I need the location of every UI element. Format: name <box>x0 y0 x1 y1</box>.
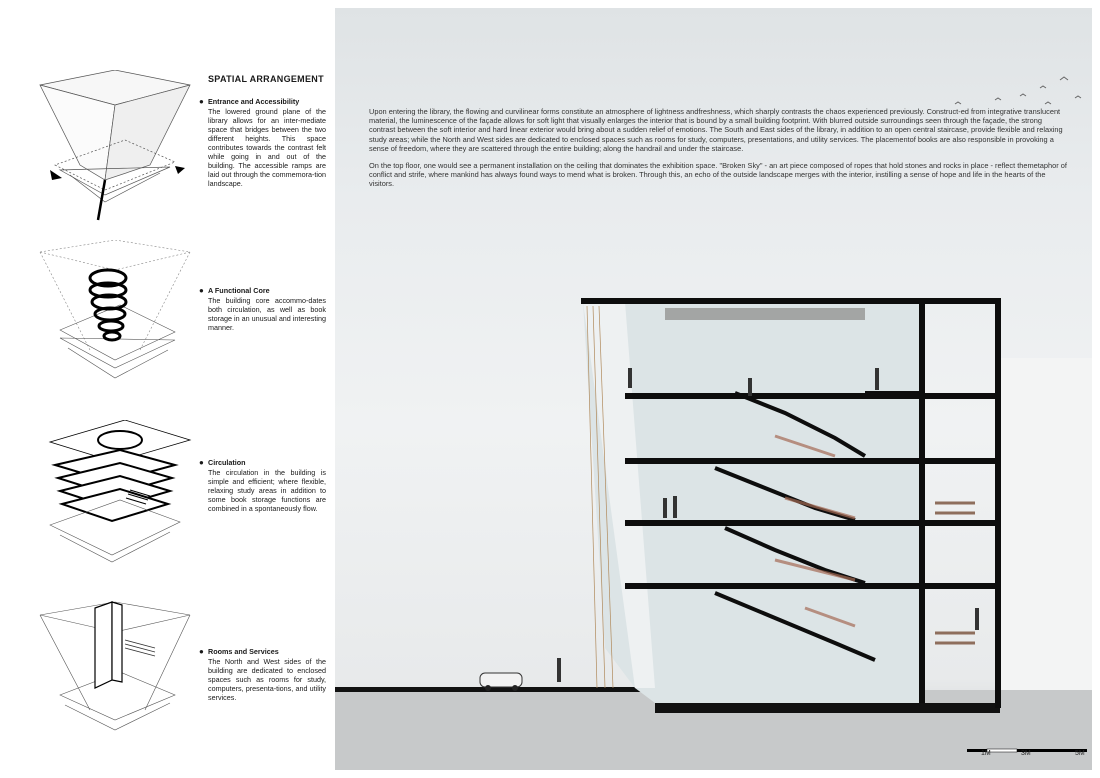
person-figure <box>975 608 979 630</box>
item-rooms-services <box>199 647 326 702</box>
person-figure <box>663 498 667 518</box>
item-body: The North and West sides of the building are dedicated to enclosed spaces such as rooms for study, computers, presenta-tions, and utility services. <box>208 657 326 702</box>
floor-slab <box>625 393 1001 399</box>
scale-bar <box>967 742 1087 758</box>
diagram-circulation <box>30 420 200 570</box>
scale-label: 1M <box>981 750 991 757</box>
diagram-rooms <box>30 600 200 740</box>
item-circulation <box>199 458 326 513</box>
broken-sky-installation <box>665 308 865 320</box>
item-heading: Entrance and Accessibility <box>208 97 300 106</box>
item-heading: Circulation <box>208 458 246 467</box>
item-body: The lowered ground plane of the library allows for an inter-mediate space that bridges between the two different heights. This space contributes towards the contrast felt while going in and out of the building. The accessible ramps are laid out through the commemora-tion landscape. <box>208 107 326 188</box>
diagram-core <box>30 240 200 390</box>
basement-slab <box>655 703 1000 713</box>
building-section <box>335 288 1092 770</box>
bullet-icon: ● <box>199 647 204 656</box>
person-figure <box>673 496 677 518</box>
description-paragraph-1: Upon entering the library, the flowing and curvilinear forms constitute an atmosphere of lightness andfreshness, which sharply contrasts the chaos experienced previously. Construct-ed from integrative translucent material, the luminescence of the façade allows for soft light that visually enlarges the interior that is bound by a small building footprint. With blurred outside surroundings seen through the façade, the strong contrast between the soft interior and hard linear exterior would bring about a sudden relief of emotions. The South and East sides of the library, in addition to an open central staircase, provide flexible and relaxing study areas; while the North and West sides are dedicated to enclosed spaces such as rooms for study, computers, presentations, and utility services. The placementof books are also responsible in provoking a sense of freedom, where they are scattered through the entire building; along the handrail and under the staircase. <box>369 107 1063 153</box>
east-wall <box>995 298 1001 708</box>
person-figure <box>628 368 632 388</box>
person-figure <box>875 368 879 390</box>
description-text <box>369 107 1069 197</box>
diagram-entrance <box>30 70 200 230</box>
person-figure <box>557 658 561 682</box>
bullet-icon: ● <box>199 458 204 467</box>
item-functional-core <box>199 286 326 332</box>
ground-line <box>335 687 655 692</box>
item-body: The circulation in the building is simple and efficient; where flexible, relaxing study areas in addition to some book storage functions are combined in a spontaneously flow. <box>208 468 326 513</box>
floor-slab <box>625 458 1001 464</box>
item-entrance-accessibility <box>199 97 326 188</box>
bullet-icon: ● <box>199 97 204 106</box>
bullet-icon: ● <box>199 286 204 295</box>
section-title: SPATIAL ARRANGEMENT <box>208 74 324 84</box>
roof-slab <box>581 298 1001 304</box>
scale-label: 5M <box>1075 750 1085 757</box>
item-body: The building core accommo-dates both circulation, as well as book storage in an unusual and interesting manner. <box>208 296 326 332</box>
section-render-panel <box>335 8 1092 770</box>
core-wall <box>919 298 925 703</box>
scale-label: 3M <box>1021 750 1031 757</box>
item-heading: A Functional Core <box>208 286 270 295</box>
landing-slab <box>865 391 919 396</box>
floor-slab <box>625 583 1001 589</box>
background-building <box>1000 358 1092 690</box>
description-paragraph-2: On the top floor, one would see a permanent installation on the ceiling that dominates the exhibition space. "Broken Sky" - an art piece composed of ropes that hold stones and rocks in place - reflect themetaphor of conflict and strife, where mankind has always found ways to mend what is broken. Through this, an echo of the outside landscape merges with the interior, instilling a sense of hope and life in the hearts of the visitors. <box>369 161 1067 189</box>
floor-slab <box>625 520 1001 526</box>
item-heading: Rooms and Services <box>208 647 279 656</box>
person-figure <box>748 378 752 396</box>
